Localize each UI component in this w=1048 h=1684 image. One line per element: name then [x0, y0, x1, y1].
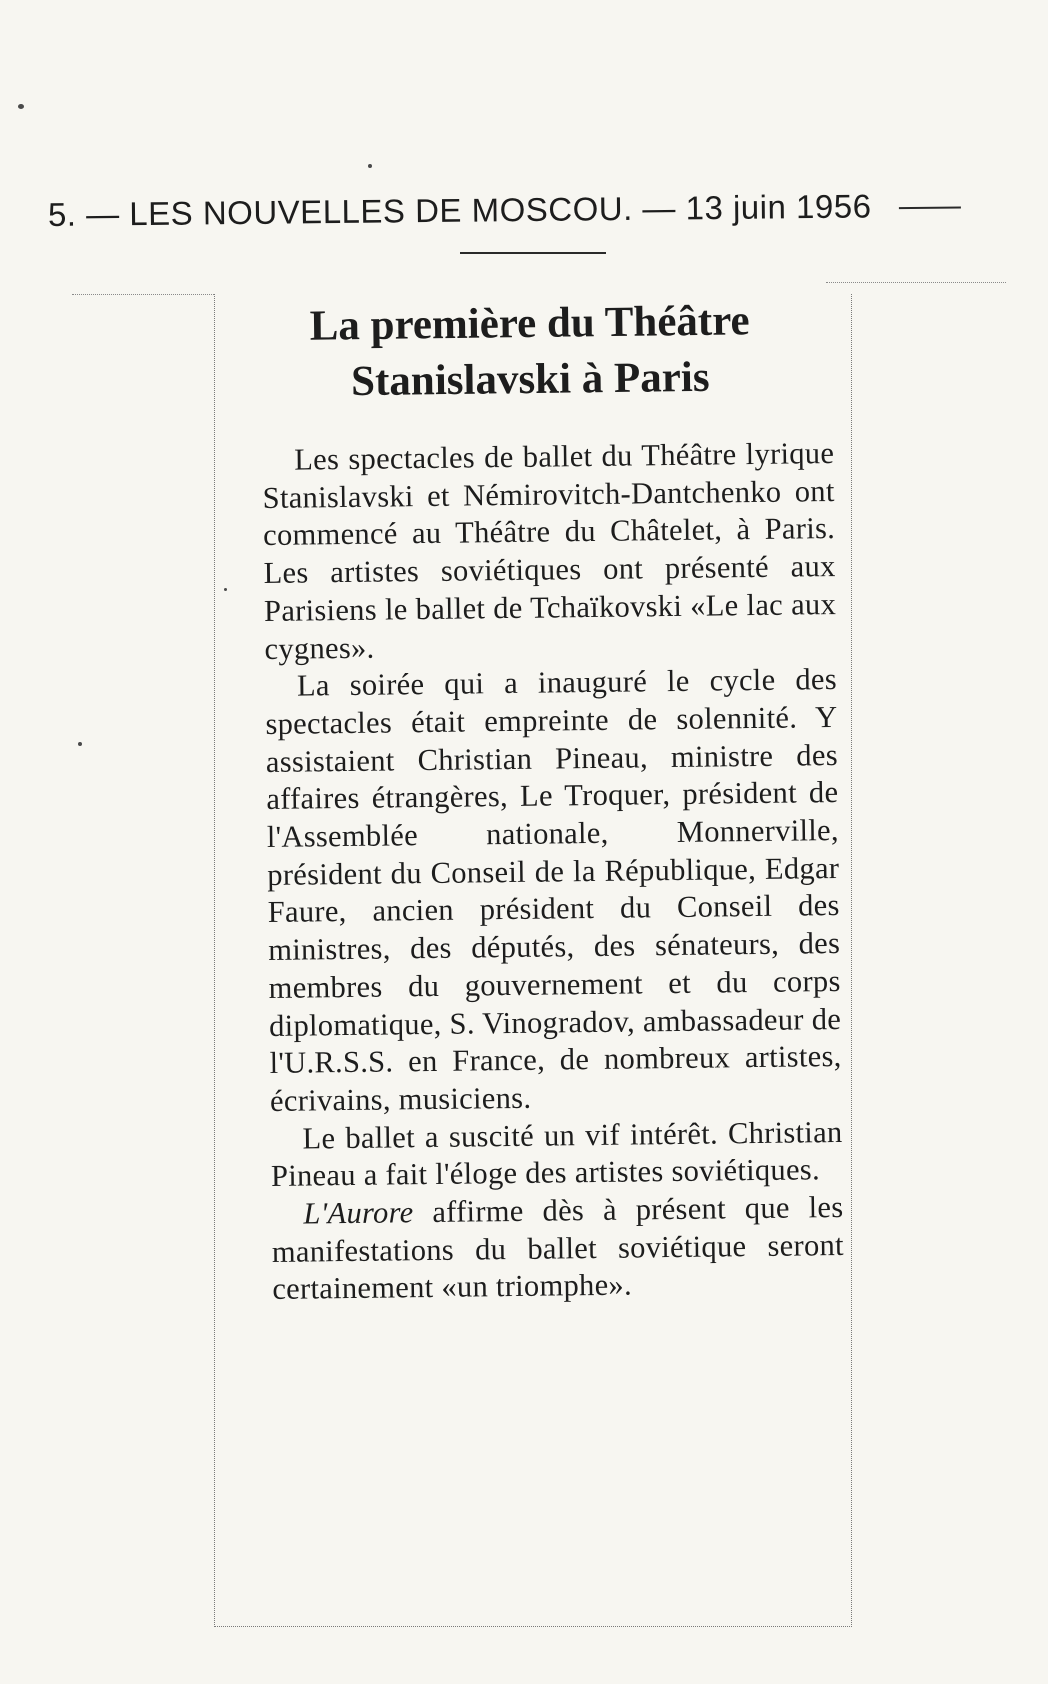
masthead-dash: —: [642, 189, 677, 227]
newspaper-name: L'Aurore: [303, 1195, 414, 1231]
newspaper-masthead: [48, 186, 1008, 244]
article-paragraph: La soirée qui a inauguré le cycle des spectacles était empreinte de solennité. Y assistaient Christian Pineau, ministre des affaires étrangères, Le Troquer, président de l'Assemblée nationale, Monnerville, président du Conseil de la République, Edgar Faure, ancien président du Conseil des ministres, des députés, des sénateurs, des membres du gouvernement et du corps diplomatique, S. Vinogradov, ambassadeur de l'U.R.S.S. en France, de nombreux artistes, écrivains, musiciens.: [265, 662, 842, 1118]
page-number: 5.: [47, 195, 77, 233]
masthead-rule: [899, 207, 961, 210]
ink-speck: [78, 742, 82, 746]
article-body: [262, 435, 845, 1309]
masthead-dash: —: [85, 195, 120, 233]
ink-speck: [18, 104, 24, 109]
ink-speck: [368, 164, 372, 168]
publication-date: 13 juin 1956: [685, 187, 872, 227]
article-headline: [249, 293, 810, 412]
paragraph-text: affirme dès à présent que les manifestations du ballet soviétique seront certainement «un triomphe».: [271, 1190, 845, 1307]
clipping-edge: [72, 294, 214, 295]
article-paragraph: Les spectacles de ballet du Théâtre lyrique Stanislavski et Némirovitch-Dantchenko ont commencé au Théâtre du Châtelet, à Paris. Les artistes soviétiques ont présenté aux Parisiens le ballet de Tchaïkovski «Le lac aux cygnes».: [262, 436, 837, 666]
publication-name: LES NOUVELLES DE MOSCOU.: [129, 189, 633, 233]
clipping-edge: [826, 282, 1006, 283]
title-divider: [460, 252, 606, 254]
article-paragraph: Le ballet a suscité un vif intérêt. Christian Pineau a fait l'éloge des artistes soviétiques.: [270, 1114, 843, 1194]
headline-line: La première du Théâtre: [309, 297, 750, 350]
article-paragraph: [271, 1189, 844, 1309]
headline-line: Stanislavski à Paris: [350, 353, 710, 406]
